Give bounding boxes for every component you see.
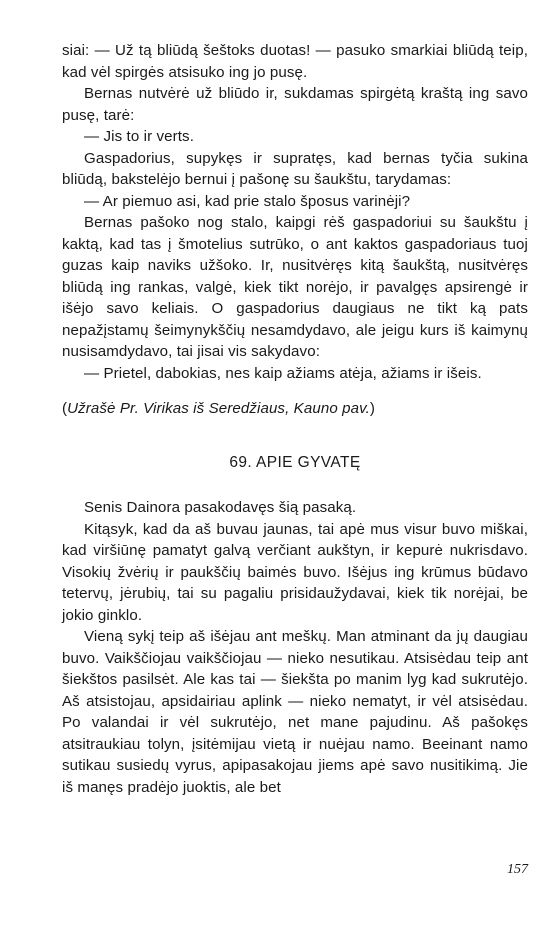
paragraph: Gaspadorius, supykęs ir supratęs, kad bernas tyčia sukina bliūdą, bakstelėjo bernui į pašonę su šaukštu, tarydamas: [62,149,528,188]
story-heading: 69. APIE GYVATĘ [229,453,361,471]
paragraph: Bernas nutvėrė už bliūdo ir, sukdamas spirgėtą kraštą ing savo pusę, tarė: [62,85,528,124]
source-note [62,398,528,420]
paragraph: Kitąsyk, kad da aš buvau jaunas, tai apė mus visur buvo miškai, kad viršiūnę pamatyt galvą verčiant aukštyn, ir kepurė nukrisdavo. Visokių žvėrių ir paukščių baimės buvo. Išėjus ing krūmus būdavo tetervų, jėrubių, tai su pagaliu prisidaužydavai, kiek tik norėjai, be jokio ginklo. [62,520,528,624]
paragraph: Senis Dainora pasakodavęs šią pasaką. [84,499,357,516]
dialogue-line: — Ar piemuo asi, kad prie stalo šposus varinėji? [84,192,411,210]
paragraph: Bernas pašoko nog stalo, kaipgi rėš gaspadoriui su šaukštu į kaktą, kad tas į šmotelius sutrūko, o ant kaktos gaspadoriaus tuoj guzas kaip naviks užšoko. Ir, nusitvėręs kitą šaukštą, nusitvėręs bliūdą ing rankas, valgė, kiek tikt norėjo, ir pavalgęs apsirengė ir išėjo savo keliais. O gaspadorius daugiaus ne tikt ką pats nepažįstamų šeimynykščių nesamdydavo, ale jeigu kurs iš kaimynų nusisamdydavo, tai jisai vis sakydavo: [62,214,528,360]
note-open-paren: ( [62,400,68,417]
dialogue-line: — Prietel, dabokias, nes kaip ažiams atėja, ažiams ir išeis. [84,364,482,382]
note-close-paren: ) [369,400,376,417]
note-text: Užrašė Pr. Virikas iš Seredžiaus, Kauno pav. [67,400,370,417]
paragraph-continuation: siai: — Už tą bliūdą šeštoks duotas! — pasuko smarkiai bliūdą teip, kad vėl spirgės atsisuko ing jo pusę. [62,42,528,81]
dialogue-line: — Jis to ir verts. [84,128,194,145]
page-text [62,40,528,798]
paragraph: Vieną sykį teip aš išėjau ant meškų. Man atminant da jų daugiau buvo. Vaikščiojau vaikščiojau — nieko nesutikau. Atsisėdau teip ant šiekštos pasilsėt. Ale kas tai — šiekšta po manim lyg kad sukrutėjo. Aš atsistojau, apsidairiau aplink — nieko nematyt, ir vėl atsisėdau. Po valandai ir vėl sukrutėjo, net mane pajudinu. Aš pašokęs atsitraukiau tolyn, įsitėmijau vietą ir nuėjau namo. Beeinant namo sutikau susiedų vyrus, apipasakojau jiems apė savo nusitikimą. Jie iš manęs pradėjo juoktis, ale bet [62,628,528,796]
page-number: 157 [507,862,528,877]
